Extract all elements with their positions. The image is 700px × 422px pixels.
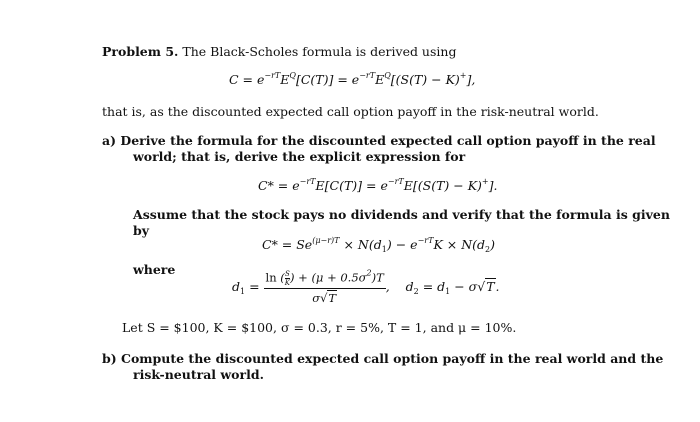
- part-a-line2: world; that is, derive the explicit expression for: [133, 149, 466, 164]
- part-a-assume1: Assume that the stock pays no dividends and verify that the formula is given: [133, 207, 670, 222]
- c-star-formula: $C* = Se^{(\mu-r)T} \times N(d_1) - e^{-rT}K \times N(d_2)$: [262, 236, 495, 254]
- part-b-text1: Compute the discounted expected call option payoff in the real world and the: [121, 351, 664, 366]
- d1-fraction: ln ( $\frac{S}{K}$ ) + $(\mu + 0.5\sigma^2)T$ σ√T: [265, 268, 384, 305]
- problem-intro-text: The Black-Scholes formula is derived using: [182, 44, 457, 59]
- real-world-formula: $C* = e^{-rT}E[C(T)] = e^{-rT}E[(S(T) - K)^+]$.: [258, 177, 498, 193]
- part-a-given-values: Let S = $100, K = $100, σ = 0.3, r = 5%, T = 1, and μ = 10%.: [122, 320, 517, 335]
- problem-intro: [102, 44, 456, 60]
- part-a-text1: Derive the formula for the discounted expected call option payoff in the real: [120, 133, 656, 148]
- problem-after-formula: that is, as the discounted expected call option payoff in the risk-neutral world.: [102, 104, 599, 119]
- d1-d2-formula: $d_1$ = ln ( $\frac{S}{K}$ ) + $(\mu + 0.5\sigma^2)T$ σ√T , $d_2 = d_1 - \sigma√T$.: [232, 268, 500, 305]
- part-b-line2: risk-neutral world.: [133, 367, 264, 382]
- part-a-label: a): [102, 133, 117, 148]
- risk-neutral-formula: $C = e^{-rT}E^Q[C(T)] = e^{-rT}E^Q[(S(T) - K)^+]$,: [229, 71, 476, 87]
- part-b-label: b): [102, 351, 117, 366]
- problem-label: Problem 5.: [102, 44, 179, 59]
- part-a-where: where: [133, 262, 176, 277]
- part-b-line1: [102, 351, 663, 367]
- part-a-assume2: by: [133, 223, 150, 238]
- part-a-line1: [102, 133, 656, 149]
